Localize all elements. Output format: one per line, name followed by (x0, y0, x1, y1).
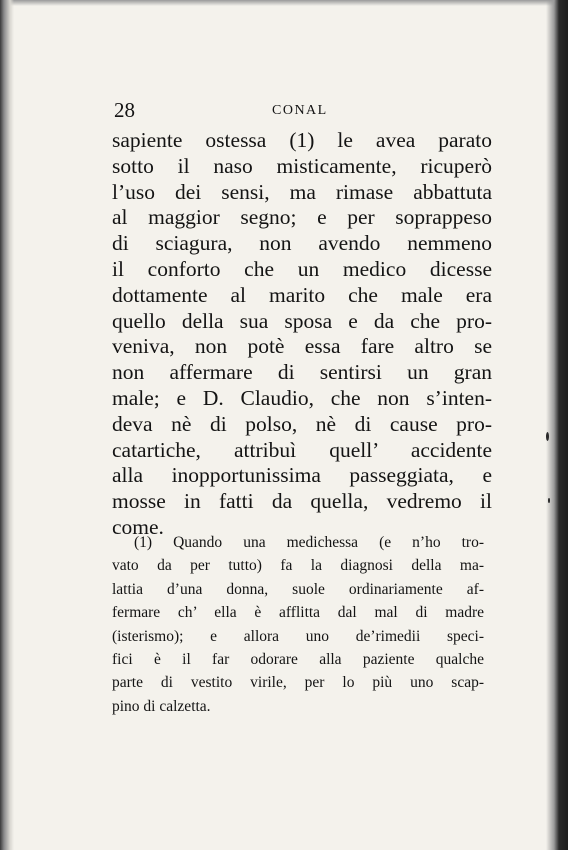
body-line: come. (112, 514, 164, 539)
footnote-line: pino di calzetta. (112, 697, 211, 715)
body-paragraph (112, 128, 492, 541)
body-line: al maggior segno; e per soprappeso (112, 205, 492, 230)
body-line: quello della sua sposa e da che pro- (112, 308, 492, 333)
body-line: veniva, non potè essa fare altro se (112, 334, 492, 359)
ink-speck (548, 498, 550, 503)
body-line: il conforto che un medico dicesse (112, 256, 492, 281)
footnote-line: parte di vestito virile, per lo più uno scap- (112, 674, 484, 692)
footnote-line: (isterismo); e allora uno de’rimedii speci- (112, 627, 484, 645)
body-line: l’uso dei sensi, ma rimase abbattuta (112, 179, 492, 204)
body-line: alla inopportunissima passeggiata, e (112, 463, 492, 488)
body-line: sotto il naso misticamente, ricuperò (112, 153, 492, 178)
body-line: sapiente ostessa (1) le avea parato (112, 128, 492, 152)
footnote-line: vato da per tutto) fa la diagnosi della ma- (112, 557, 484, 575)
body-line: dottamente al marito che male era (112, 282, 492, 307)
body-line: di sciagura, non avendo nemmeno (112, 231, 492, 256)
body-line: deva nè di polso, nè di cause pro- (112, 411, 492, 436)
footnote-line: fici è il far odorare alla paziente qualche (112, 651, 484, 669)
footnote-line: (1) Quando una medichessa (e n’ho tro- (134, 534, 484, 551)
scan-right-edge (546, 0, 568, 850)
body-line: catartiche, attribuì quell’ accidente (112, 437, 492, 462)
scan-top-edge (0, 0, 568, 6)
body-line: male; e D. Claudio, che non s’inten- (112, 385, 492, 410)
ink-speck (546, 432, 549, 441)
body-line: non affermare di sentirsi un gran (112, 360, 492, 385)
page-header (112, 98, 492, 124)
footnote (112, 531, 484, 718)
footnote-line: fermare ch’ ella è afflitta dal mal di madre (112, 604, 484, 622)
running-title: CONAL (272, 103, 328, 118)
footnote-line: lattia d’una donna, suole ordinariamente af- (112, 580, 484, 598)
scan-left-edge (0, 0, 14, 850)
body-line: mosse in fatti da quella, vedremo il (112, 489, 492, 514)
page-number: 28 (114, 98, 135, 122)
